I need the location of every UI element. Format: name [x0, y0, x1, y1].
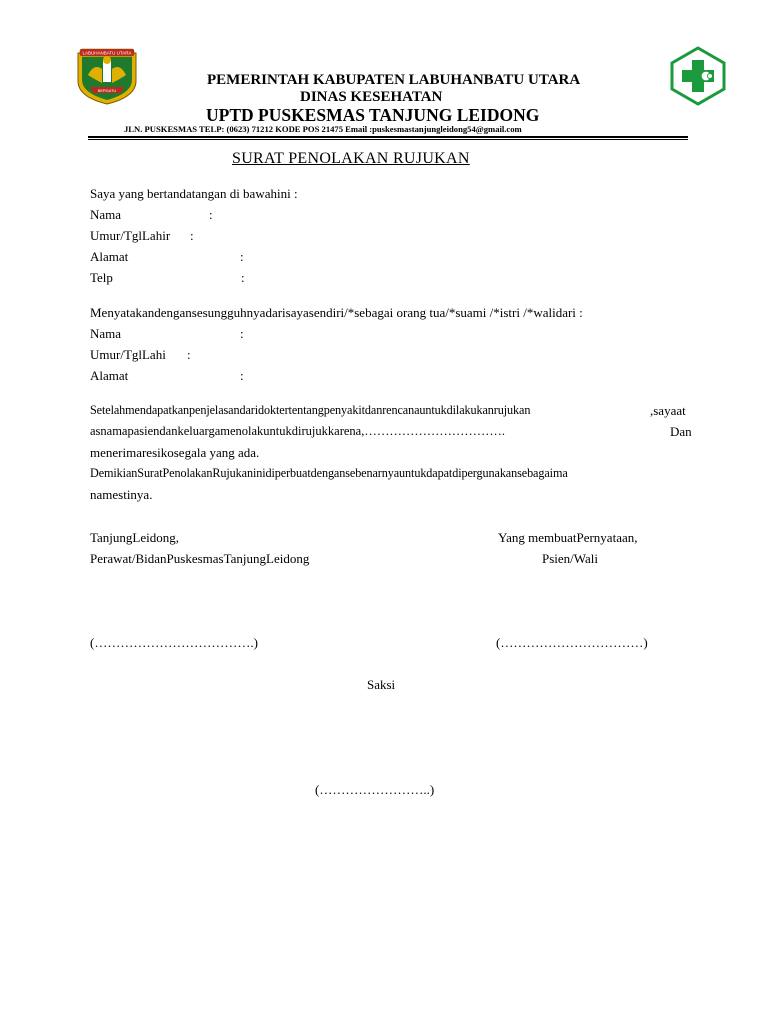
puskesmas-cross-icon — [668, 46, 728, 106]
statement-text: Menyatakandengansesungguhnyadarisayasendiri/*sebagai orang tua/*suami /*istri /*walidari : — [90, 305, 583, 320]
signer-name-colon: : — [209, 207, 213, 222]
paragraph-line-1-end: ,sayaat — [650, 403, 686, 418]
paragraph-line-5: namestinya. — [90, 487, 153, 502]
signer-age-colon: : — [190, 228, 194, 243]
header-address: JLN. PUSKESMAS TELP: (0623) 71212 KODE POS 21475 Email :puskesmastanjungleidong54@gmail.com — [124, 124, 522, 134]
patient-age-colon: : — [187, 347, 191, 362]
patient-name-label: Nama — [90, 326, 122, 341]
signature-left-blank: (……………………………….) — [90, 635, 258, 650]
paragraph-line-2-end: Dan — [670, 424, 692, 439]
witness-label: Saksi — [367, 677, 396, 692]
regency-emblem-icon — [74, 47, 140, 105]
emblem-banner-text: LABUHANBATU UTARA — [82, 50, 132, 56]
signer-phone-colon: : — [241, 270, 245, 285]
header-department: DINAS KESEHATAN — [300, 89, 443, 105]
paragraph-line-3: menerimaresikosegala yang ada. — [90, 445, 260, 460]
signature-right-blank: (……………………………) — [496, 635, 648, 650]
intro-text: Saya yang bertandatangan di bawahini : — [90, 186, 298, 201]
signature-right-heading: Yang membuatPernyataan, — [498, 530, 638, 545]
signature-left-role: Perawat/BidanPuskesmasTanjungLeidong — [90, 551, 310, 566]
header-government: PEMERINTAH KABUPATEN LABUHANBATU UTARA — [207, 72, 581, 88]
signer-address-label: Alamat — [90, 249, 129, 264]
signer-name-label: Nama — [90, 207, 122, 222]
header-divider — [88, 136, 688, 138]
document-title: SURAT PENOLAKAN RUJUKAN — [232, 150, 470, 167]
witness-blank: (……………………..) — [315, 782, 435, 797]
header-institution: UPTD PUSKESMAS TANJUNG LEIDONG — [206, 105, 540, 125]
patient-address-label: Alamat — [90, 368, 129, 383]
emblem-ribbon-text: BERSATU — [97, 87, 117, 93]
header-divider-thin — [88, 139, 688, 140]
paragraph-line-1: Setelahmendapatkanpenjelasandaridoktertentangpenyakitdanrencanauntukdilakukanrujukan — [90, 403, 531, 417]
signature-place: TanjungLeidong, — [90, 530, 179, 545]
signer-age-label: Umur/TglLahir — [90, 228, 171, 243]
signer-phone-label: Telp — [90, 270, 113, 285]
patient-name-colon: : — [240, 326, 244, 341]
patient-address-colon: : — [240, 368, 244, 383]
signature-right-role: Psien/Wali — [542, 551, 599, 566]
patient-age-label: Umur/TglLahi — [90, 347, 166, 362]
paragraph-line-4: DemikianSuratPenolakanRujukaninidiperbuatdengansebenarnyauntukdapatdipergunakansebagaima — [90, 466, 568, 480]
paragraph-line-2: asnamapasiendankeluargamenolakuntukdirujukkarena,……………………………. — [90, 424, 505, 438]
signer-address-colon: : — [240, 249, 244, 264]
